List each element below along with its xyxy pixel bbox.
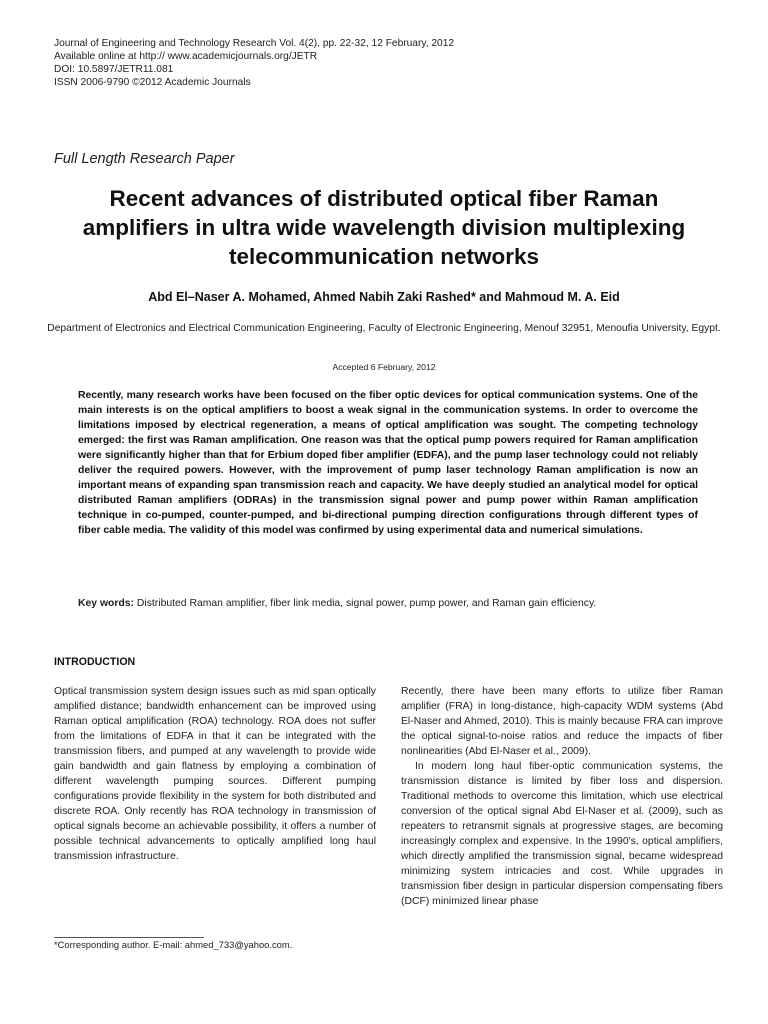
keywords-label: Key words: (78, 598, 135, 609)
paper-title: Recent advances of distributed optical fiber Raman amplifiers in ultra wide wavelength division multiplexing telecommunication networks (82, 186, 686, 269)
doi: DOI: 10.5897/JETR11.081 (54, 64, 174, 75)
corresponding-author-footnote: *Corresponding author. E-mail: ahmed_733@yahoo.com. (54, 939, 293, 950)
intro-right-paragraph-2: In modern long haul fiber-optic communication systems, the transmission distance is limited by fiber loss and dispersion. Traditional methods to overcome this limitation, which use electrical conversion of the optical signal Abd El-Naser et al. (2009), such as repeaters to retransmit signals at progressive stages, are becoming increasingly complex and expensive. In the 1990's, optical amplifiers, which directly amplified the transmission signal, became widespread minimizing system intricacies and cost. While upgrades in transmission fiber design in particular dispersion compensating fibers (DCF) minimized linear phase (401, 761, 723, 907)
keywords (78, 596, 698, 611)
authors: Abd El–Naser A. Mohamed, Ahmed Nabih Zaki Rashed* and Mahmoud M. A. Eid (148, 290, 620, 304)
abstract: Recently, many research works have been focused on the fiber optic devices for optical communication systems. One of the main interests is on the optical amplifiers to boost a weak signal in the communication systems. In order to overcome the limitations imposed by electrical regeneration, a means of optical amplification was sought. The competing technology emerged: the first was Raman amplification. One reason was that the optical pump powers required for Raman amplification were significantly higher than that for Erbium doped fiber amplifier (EDFA), and the pump laser technology could not reliably deliver the required powers. However, with the improvement of pump laser technology Raman amplification is now an important means of expanding span transmission reach and capacity. We have deeply studied an analytical model for optical distributed Raman amplifiers (ODRAs) in the transmission signal power and pump power within Raman amplification technique in co-pumped, counter-pumped, and bi-directional pumping direction configurations through different types of fiber cable media. The validity of this model was confirmed by using experimental data and numerical simulations. (78, 390, 698, 536)
intro-left-paragraph: Optical transmission system design issues such as mid span optically amplified distance; bandwidth enhancement can be improved using Raman optical amplification (ROA) technology. ROA does not suffer from the limitations of EDFA in that it can be integrated with the transmission fibers, and pumped at any wavelength to provide wide gain bandwidth and gain flatness by employing a combination of different wavelength pumping sources. Different pumping configurations provide flexibility in the system for both distributed and discrete ROA. Only recently has ROA technology in transmission of optical signals become an achievable possibility, it offers a number of possible technical advancements to optically amplified long haul transmission infrastructure. (54, 686, 376, 862)
keywords-text: Distributed Raman amplifier, fiber link media, signal power, pump power, and Raman gain efficiency. (136, 598, 597, 609)
affiliation: Department of Electronics and Electrical Communication Engineering, Faculty of Electronic Engineering, Menouf 32951, Menoufia University, Egypt. (47, 323, 721, 334)
journal-header (54, 37, 654, 89)
issn: ISSN 2006-9790 ©2012 Academic Journals (54, 77, 251, 88)
intro-right-paragraph-1: Recently, there have been many efforts to utilize fiber Raman amplifier (FRA) in long-distance, high-capacity WDM systems (Abd El-Naser and Ahmed, 2010). This is mainly because FRA can improve the optical signal-to-noise ratios and reduce the impacts of fiber nonlinearities (Abd El-Naser et al., 2009). (401, 686, 723, 757)
accepted-date: Accepted 6 February, 2012 (332, 362, 436, 372)
paper-type: Full Length Research Paper (54, 151, 235, 167)
footnote-divider (54, 937, 204, 938)
introduction-heading: INTRODUCTION (54, 656, 136, 668)
available-online-link[interactable]: Available online at http:// www.academicjournals.org/JETR (54, 51, 318, 62)
left-column (54, 684, 376, 864)
journal-citation: Journal of Engineering and Technology Research Vol. 4(2), pp. 22-32, 12 February, 2012 (54, 38, 455, 49)
right-column (401, 684, 723, 909)
